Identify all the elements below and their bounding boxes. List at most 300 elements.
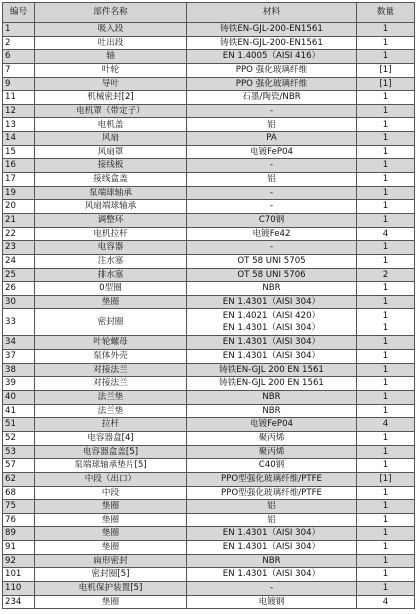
part-name-cell [35,527,187,541]
part-number-cell [3,159,35,173]
quantity-cell [357,50,415,64]
table-row [3,486,415,500]
material-cell [187,459,357,473]
material-cell [187,63,357,77]
part-number-cell-text: 2 [5,37,11,48]
quantity-cell-text: 1 [382,555,389,566]
quantity-cell-text: 1 [382,514,389,525]
material-cell [187,350,357,364]
part-number-cell [3,377,35,391]
part-name-cell-text: 电容器盒盖[5] [82,446,139,457]
material-cell-text: EN 1.4301（AISI 304） [222,323,321,334]
part-number-cell [3,595,35,609]
part-name-cell-text: 电机保护装置[5] [78,583,143,593]
quantity-cell [357,541,415,555]
part-number-cell [3,554,35,568]
quantity-cell [357,513,415,527]
part-name-cell-text: 0型圈 [99,283,122,294]
quantity-cell-text: 1 [382,528,389,539]
table-row [3,500,415,514]
part-name-cell-text: 泵端球轴承垫片[5] [74,460,147,471]
material-cell [187,77,357,91]
table-row [3,159,415,173]
quantity-cell [357,391,415,405]
quantity-cell-text: 1 [382,351,389,362]
part-name-cell-text: 风扇端球轴承 [84,201,137,212]
quantity-cell-text: 1 [382,255,389,266]
part-number-cell-text: 76 [5,514,16,525]
material-cell [187,472,357,486]
quantity-cell-text: 4 [382,596,389,607]
part-name-cell [35,418,187,432]
part-name-cell [35,391,187,405]
table-row [3,363,415,377]
material-cell-text: EN 1.4301（AISI 304） [222,528,321,539]
material-cell-text: 电镀FeP04 [249,146,294,157]
quantity-cell [357,554,415,568]
part-number-cell [3,200,35,214]
quantity-cell-text: 1 [382,432,389,443]
material-cell [187,268,357,282]
part-name-cell-text: 导叶 [101,78,120,89]
quantity-cell [357,213,415,227]
material-cell [187,486,357,500]
table-row [3,568,415,582]
table-row [3,132,415,146]
quantity-cell-text: 1 [382,283,389,294]
part-number-cell [3,431,35,445]
part-number-cell [3,500,35,514]
table-row [3,404,415,418]
part-number-cell [3,472,35,486]
part-name-cell [35,268,187,282]
material-cell-text: EN 1.4005（AISI 416） [222,51,321,62]
material-cell-text: 铸铁EN-GJL 200 EN 1561 [219,378,324,389]
part-number-cell [3,63,35,77]
part-number-cell [3,336,35,350]
material-cell-text: C40钢 [258,460,285,471]
table-row [3,350,415,364]
part-name-cell-text: 垫圈 [101,528,120,539]
material-cell-text: 铸铁EN-GJL-200-EN1561 [220,37,323,48]
material-cell [187,336,357,350]
part-name-cell-text: 中段 [101,487,120,498]
table-row [3,459,415,473]
part-number-cell-text: 40 [5,392,16,403]
part-name-cell-text: 吸入段 [97,24,124,35]
material-cell [187,118,357,132]
table-row [3,541,415,555]
quantity-cell-text: 1 [382,446,389,457]
material-cell [187,50,357,64]
part-number-cell [3,445,35,459]
quantity-cell-text: 1 [382,487,389,498]
table-row [3,431,415,445]
part-number-cell-text: 17 [5,174,16,185]
part-number-cell-text: 23 [5,242,16,253]
part-number-cell [3,77,35,91]
table-row [3,36,415,50]
quantity-cell-text: 1 [382,310,389,321]
quantity-cell-text: 1 [382,119,389,130]
part-name-cell [35,581,187,595]
quantity-cell [357,77,415,91]
quantity-cell [357,445,415,459]
material-cell [187,391,357,405]
table-row [3,118,415,132]
material-cell [187,431,357,445]
material-cell [187,541,357,555]
part-name-cell [35,486,187,500]
part-number-cell [3,295,35,309]
part-number-cell-text: 41 [5,405,16,416]
quantity-cell [357,377,415,391]
part-name-cell [35,227,187,241]
part-name-cell [35,186,187,200]
part-number-cell [3,404,35,418]
part-name-cell-text: 中段（出口） [84,473,137,484]
part-number-cell-text: 7 [5,64,11,75]
material-cell-text: C70钢 [258,214,285,225]
quantity-cell-text: 1 [382,187,389,198]
quantity-cell-text: 1 [382,24,389,35]
part-name-cell [35,104,187,118]
part-number-cell-text: 92 [5,555,16,566]
material-cell-text: NBR [262,283,281,294]
table-row [3,309,415,336]
material-cell [187,159,357,173]
quantity-cell-text: 1 [382,542,389,553]
quantity-cell [357,431,415,445]
part-number-cell-text: 25 [5,269,16,280]
part-name-cell-text: 吐出段 [97,37,124,48]
part-name-cell-text: 叶轮螺母 [93,337,128,348]
part-name-cell-text: 电容器 [97,242,124,253]
part-name-cell [35,295,187,309]
part-number-cell [3,227,35,241]
part-number-cell [3,241,35,255]
part-number-cell [3,118,35,132]
material-cell-text: NBR [262,405,281,416]
quantity-cell [357,36,415,50]
part-number-cell-text: 53 [5,446,16,457]
quantity-cell [357,282,415,296]
material-cell [187,186,357,200]
part-number-cell-text: 15 [5,146,16,157]
part-name-cell-text: 排水塞 [97,269,124,280]
part-number-cell [3,268,35,282]
table-row [3,377,415,391]
part-number-cell-text: 24 [5,255,16,266]
quantity-cell-text: 2 [382,269,389,280]
material-cell [187,213,357,227]
part-name-cell [35,568,187,582]
quantity-cell [357,472,415,486]
part-name-cell [35,77,187,91]
part-name-cell [35,118,187,132]
part-name-cell-text: 法兰垫 [97,392,124,403]
part-name-cell [35,159,187,173]
material-cell [187,282,357,296]
material-cell [187,445,357,459]
material-cell-text: - [269,160,274,171]
part-number-cell [3,418,35,432]
part-name-cell [35,50,187,64]
quantity-cell-text: [1] [379,64,392,75]
part-number-cell [3,104,35,118]
part-name-cell [35,200,187,214]
part-number-cell [3,50,35,64]
part-name-cell [35,254,187,268]
material-cell-text: NBR [262,392,281,403]
part-number-cell-text: 89 [5,528,16,539]
part-name-cell-text: 接线板 [97,160,124,171]
part-number-cell [3,350,35,364]
quantity-cell-text: 1 [382,105,389,116]
material-cell-text: PPO 强化玻璃纤维 [235,78,308,89]
quantity-cell [357,186,415,200]
quantity-cell-text: 1 [382,201,389,212]
part-number-cell [3,363,35,377]
table-row [3,445,415,459]
header-material: 材料 [187,3,357,23]
part-name-cell [35,173,187,187]
part-number-cell-text: 51 [5,419,16,430]
part-name-cell [35,36,187,50]
table-row [3,77,415,91]
quantity-cell-text: 1 [382,37,389,48]
table-row [3,282,415,296]
part-name-cell [35,282,187,296]
quantity-cell [357,63,415,77]
quantity-cell-text: 1 [382,174,389,185]
material-cell [187,377,357,391]
part-number-cell-text: 57 [5,460,16,471]
part-name-cell-text: 机械密封[2] [87,92,134,103]
quantity-cell [357,118,415,132]
material-cell [187,500,357,514]
quantity-cell-text: 1 [382,242,389,253]
quantity-cell [357,145,415,159]
part-name-cell-text: 轴 [106,51,115,62]
part-number-cell [3,186,35,200]
part-number-cell [3,23,35,37]
part-number-cell-text: 33 [5,317,16,328]
material-cell-text: OT 58 UNI 5705 [237,255,306,266]
table-row [3,527,415,541]
material-cell-text: EN 1.4301（AISI 304） [222,351,321,362]
quantity-cell-text: 1 [382,51,389,62]
quantity-cell-text: 4 [382,419,389,430]
material-cell-text: 电镀Fe42 [252,228,291,239]
material-cell-text: - [269,201,274,212]
material-cell [187,145,357,159]
material-cell-text: 聚丙烯 [258,446,285,457]
part-number-cell [3,91,35,105]
table-row [3,391,415,405]
material-cell [187,227,357,241]
material-cell-text: 电镀钢 [258,596,285,607]
table-row [3,227,415,241]
part-number-cell-text: 234 [5,596,22,607]
quantity-cell-text: 1 [382,583,389,593]
material-cell [187,23,357,37]
part-name-cell-text: 风扇罩 [97,146,124,157]
quantity-cell [357,336,415,350]
quantity-cell-text: [1] [379,78,392,89]
quantity-cell [357,363,415,377]
part-number-cell [3,36,35,50]
quantity-cell [357,527,415,541]
material-cell [187,404,357,418]
table-row [3,63,415,77]
quantity-cell-text: 1 [382,214,389,225]
part-number-cell-text: 110 [5,583,22,593]
part-name-cell-text: 垫圈 [101,514,120,525]
material-cell [187,254,357,268]
part-name-cell-text: 电机罩（带定子） [76,105,145,116]
table-row [3,186,415,200]
material-cell-text: 铝 [267,119,276,130]
part-number-cell-text: 16 [5,160,16,171]
part-number-cell-text: 30 [5,296,16,307]
quantity-cell-text: 1 [382,160,389,171]
quantity-cell [357,309,415,336]
table-row [3,513,415,527]
material-cell [187,295,357,309]
material-cell-text: 铸铁EN-GJL-200-EN1561 [220,24,323,35]
quantity-cell-text: 1 [382,378,389,389]
material-cell [187,363,357,377]
part-number-cell-text: 62 [5,473,16,484]
quantity-cell [357,459,415,473]
part-name-cell-text: 电机拉杆 [93,228,128,239]
material-cell [187,581,357,595]
material-cell-text: EN 1.4301（AISI 304） [222,569,321,580]
material-cell [187,200,357,214]
part-number-cell-text: 19 [5,187,16,198]
quantity-cell-text: 1 [382,392,389,403]
table-row [3,554,415,568]
material-cell-text: - [269,105,274,116]
material-cell [187,309,357,336]
material-cell [187,36,357,50]
part-name-cell [35,541,187,555]
quantity-cell [357,404,415,418]
material-cell-text: - [269,187,274,198]
material-cell [187,527,357,541]
material-cell-text: - [269,583,274,593]
part-name-cell [35,472,187,486]
quantity-cell [357,227,415,241]
quantity-cell-text: [1] [379,473,392,484]
table-row [3,200,415,214]
part-number-cell-text: 39 [5,378,16,389]
part-name-cell-text: 垫圈 [101,501,120,512]
table-row [3,241,415,255]
material-cell [187,568,357,582]
part-number-cell-text: 21 [5,214,16,225]
quantity-cell-text: 1 [382,405,389,416]
part-number-cell-text: 13 [5,119,16,130]
quantity-cell-text: 1 [382,92,389,103]
part-name-cell [35,145,187,159]
material-cell-text: 石墨/陶瓷/NBR [242,92,301,103]
part-name-cell-text: 法兰垫 [97,405,124,416]
table-row [3,145,415,159]
part-name-cell [35,241,187,255]
header-part-name: 部件名称 [35,3,187,23]
material-cell-text: PPO型强化玻璃纤维/PTFE [221,473,322,484]
material-cell-text: PA [266,133,277,144]
part-number-cell [3,459,35,473]
part-name-cell-text: 风扇 [101,133,120,144]
part-name-cell [35,459,187,473]
quantity-cell [357,500,415,514]
part-name-cell-text: 泵端球轴承 [89,187,132,198]
part-name-cell-text: 密封圈[5] [91,569,130,580]
part-number-cell-text: 1 [5,24,11,35]
part-name-cell [35,350,187,364]
quantity-cell [357,159,415,173]
table-row [3,91,415,105]
part-name-cell [35,431,187,445]
part-number-cell [3,581,35,595]
quantity-cell [357,595,415,609]
part-number-cell [3,132,35,146]
part-name-cell-text: 垫圈 [101,542,120,553]
material-cell-text: OT 58 UNI 5706 [237,269,306,280]
quantity-cell-text: 1 [382,364,389,375]
part-number-cell-text: 101 [5,569,22,580]
part-name-cell-text: 扁形密封 [93,555,128,566]
table-row [3,295,415,309]
material-cell-text: EN 1.4301（AISI 304） [222,296,321,307]
material-cell-text: 铝 [267,174,276,185]
material-cell [187,241,357,255]
material-cell [187,595,357,609]
quantity-cell-text: 1 [382,569,389,580]
part-name-cell [35,554,187,568]
part-number-cell [3,213,35,227]
quantity-cell-text: 4 [382,228,389,239]
material-cell-text: 铸铁EN-GJL 200 EN 1561 [219,364,324,375]
part-name-cell-text: 对接法兰 [93,364,128,375]
quantity-cell-text: 1 [382,337,389,348]
table-row [3,595,415,609]
table-row [3,104,415,118]
part-number-cell [3,391,35,405]
part-name-cell [35,404,187,418]
part-name-cell [35,213,187,227]
quantity-cell-text: 1 [382,501,389,512]
quantity-cell [357,200,415,214]
part-name-cell-text: 调整环 [97,214,124,225]
part-number-cell-text: 52 [5,432,16,443]
quantity-cell [357,241,415,255]
quantity-cell-text: 1 [382,296,389,307]
quantity-cell-text: 1 [382,133,389,144]
parts-table [2,2,415,609]
quantity-cell [357,295,415,309]
material-cell-text: EN 1.4301（AISI 304） [222,542,321,553]
part-number-cell-text: 14 [5,133,16,144]
part-name-cell-text: 电机盖 [97,119,124,130]
header-number: 编号 [3,3,35,23]
part-number-cell-text: 91 [5,542,16,553]
quantity-cell-text: 1 [382,323,389,334]
part-number-cell [3,254,35,268]
